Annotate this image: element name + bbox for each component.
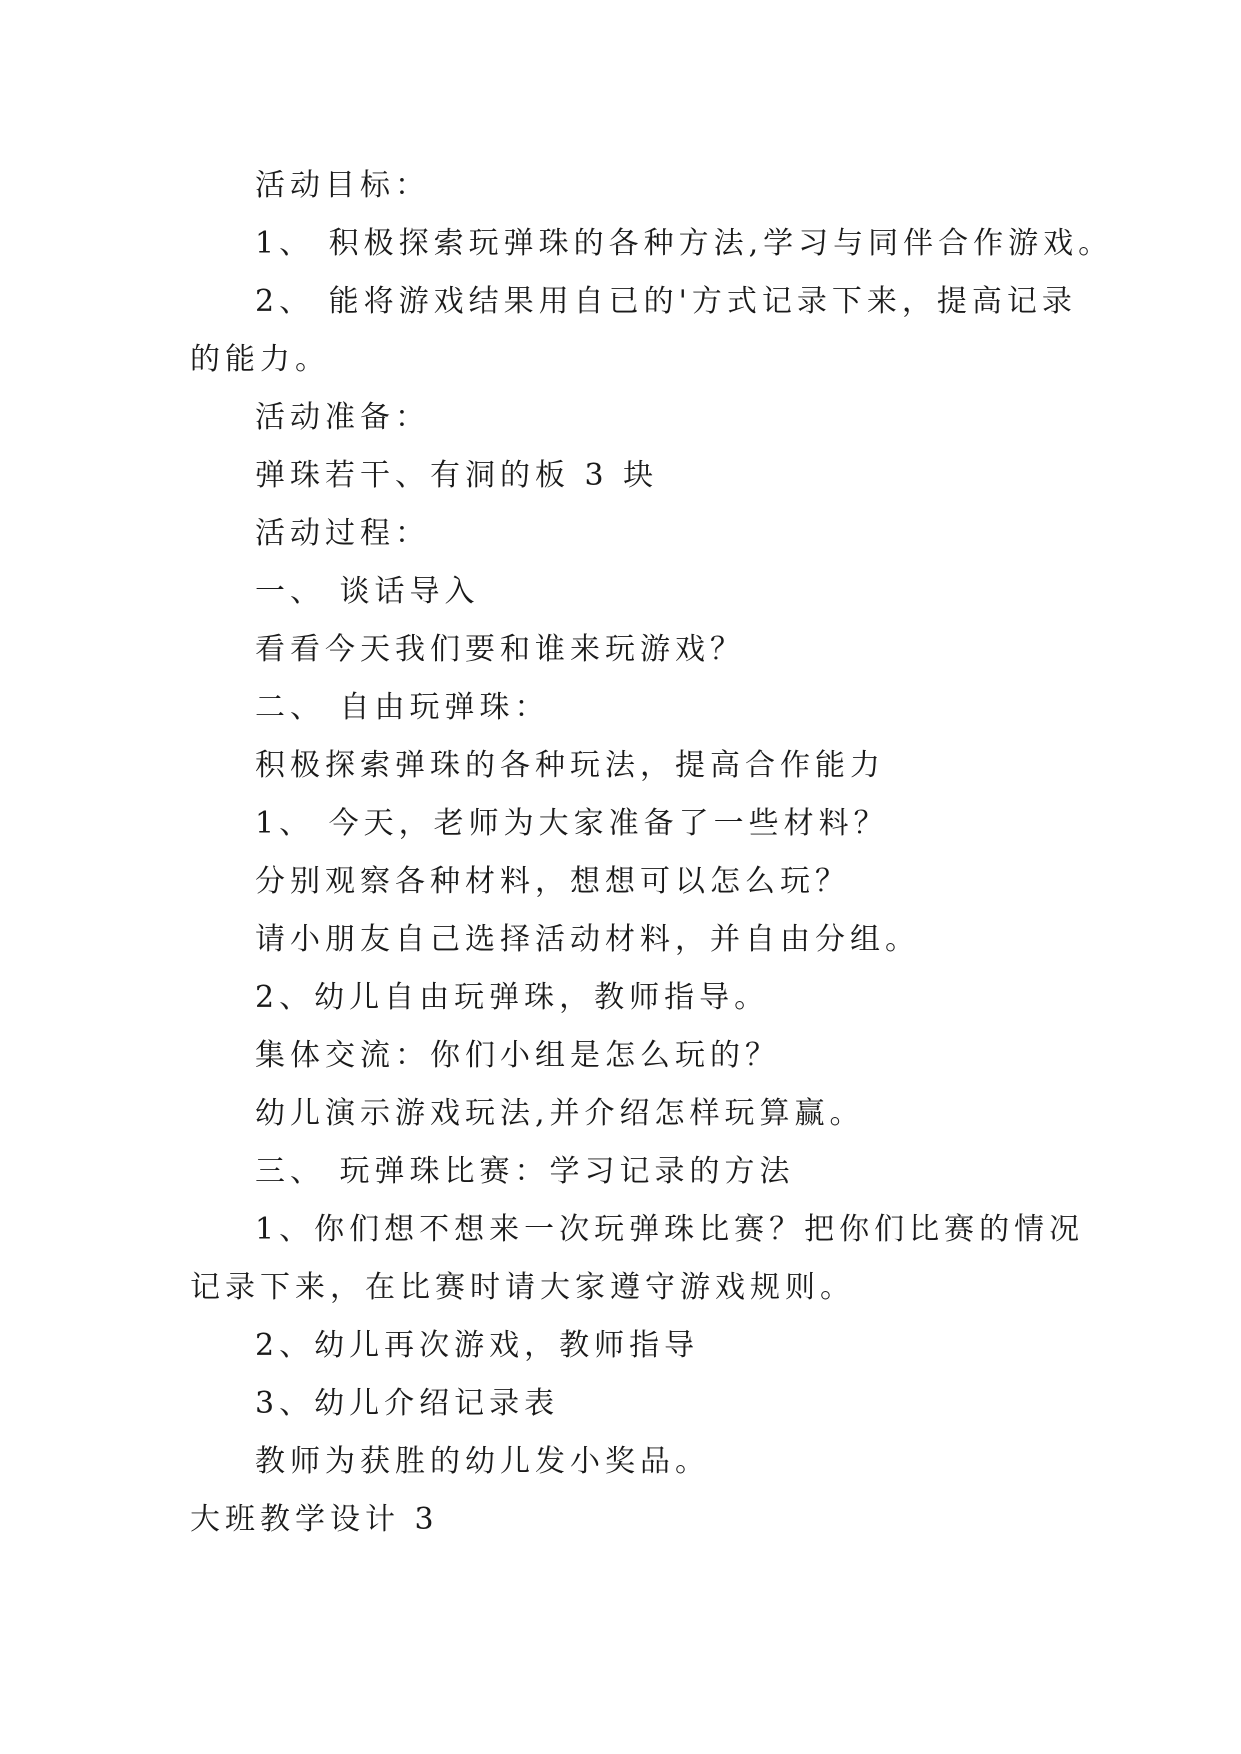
paragraph: 分别观察各种材料，想想可以怎么玩？: [255, 864, 850, 899]
section-3-title: 三、 玩弹珠比赛：学习记录的方法: [255, 1154, 795, 1189]
paragraph-continued: 记录下来，在比赛时请大家遵守游戏规则。: [190, 1270, 855, 1305]
next-section-title: 大班教学设计 3: [190, 1502, 439, 1537]
paragraph: 2、幼儿再次游戏，教师指导: [255, 1328, 700, 1363]
preparation-materials: 弹珠若干、有洞的板 3 块: [255, 458, 659, 493]
paragraph: 1、你们想不想来一次玩弹珠比赛？把你们比赛的情况: [255, 1212, 1085, 1247]
paragraph: 教师为获胜的幼儿发小奖品。: [255, 1444, 710, 1479]
heading-activity-process: 活动过程：: [255, 516, 430, 551]
section-1-title: 一、 谈话导入: [255, 574, 480, 609]
goal-item-2: 2、 能将游戏结果用自已的'方式记录下来，提高记录: [255, 284, 1077, 319]
paragraph: 幼儿演示游戏玩法,并介绍怎样玩算赢。: [255, 1096, 865, 1131]
paragraph: 3、幼儿介绍记录表: [255, 1386, 560, 1421]
paragraph: 2、幼儿自由玩弹珠，教师指导。: [255, 980, 770, 1015]
heading-activity-goals: 活动目标：: [255, 168, 430, 203]
paragraph: 集体交流：你们小组是怎么玩的？: [255, 1038, 780, 1073]
section-2-title: 二、 自由玩弹珠：: [255, 690, 550, 725]
paragraph: 请小朋友自己选择活动材料，并自由分组。: [255, 922, 920, 957]
paragraph: 积极探索弹珠的各种玩法，提高合作能力: [255, 748, 885, 783]
heading-activity-preparation: 活动准备：: [255, 400, 430, 435]
paragraph: 看看今天我们要和谁来玩游戏？: [255, 632, 745, 667]
paragraph: 1、 今天，老师为大家准备了一些材料？: [255, 806, 889, 841]
goal-item-2-continued: 的能力。: [190, 342, 330, 377]
goal-item-1: 1、 积极探索玩弹珠的各种方法,学习与同伴合作游戏。: [255, 226, 1114, 261]
